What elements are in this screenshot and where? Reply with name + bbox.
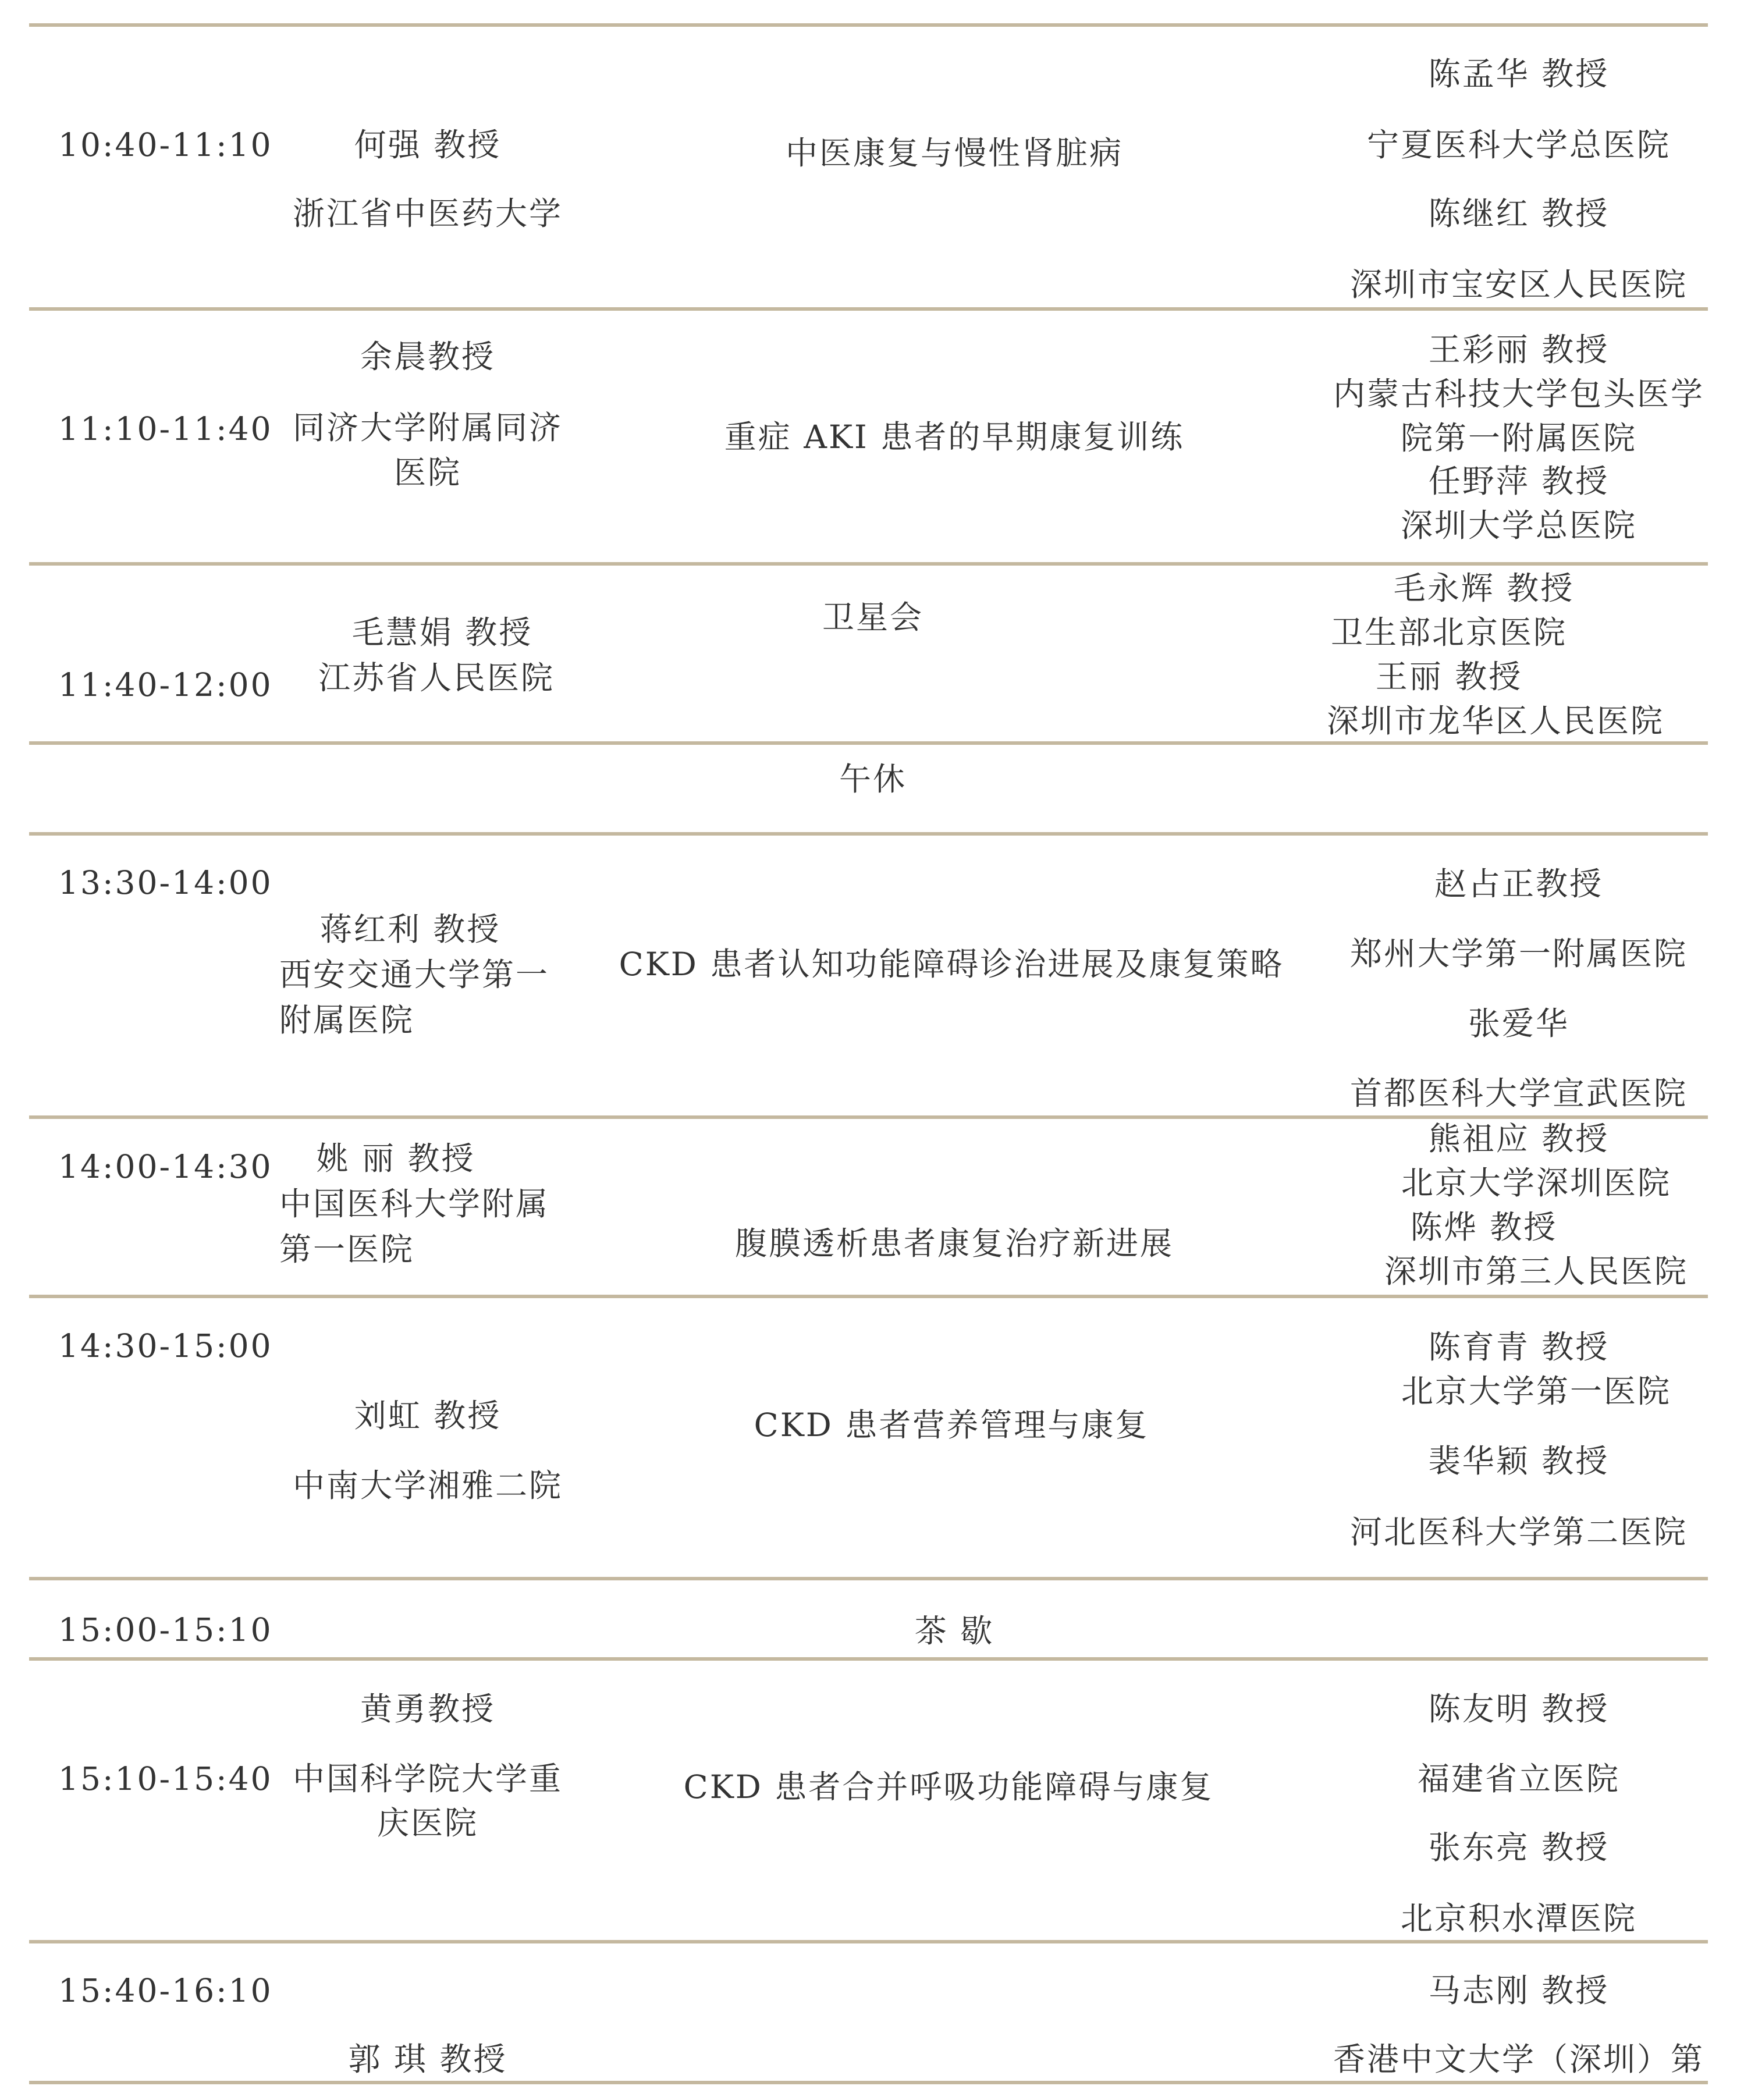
rule-2 xyxy=(29,562,1708,566)
time-cell: 13:30-14:00 xyxy=(58,864,273,901)
chair-line: 首都医科大学宣武医院 xyxy=(1349,1075,1688,1112)
topic-cell: CKD 患者营养管理与康复 xyxy=(754,1406,1149,1444)
time-cell: 11:40-12:00 xyxy=(58,666,273,703)
topic-cell: 卫星会 xyxy=(822,599,924,636)
speaker-affiliation: 西安交通大学第一 xyxy=(279,956,550,993)
chair-line: 任野萍 教授 xyxy=(1428,463,1610,500)
topic-cell: CKD 患者认知功能障碍诊治进展及康复策略 xyxy=(619,946,1284,983)
speaker-affiliation: 江苏省人民医院 xyxy=(318,659,555,697)
chair-line: 郑州大学第一附属医院 xyxy=(1349,935,1688,972)
chair-line: 张东亮 教授 xyxy=(1428,1829,1610,1866)
speaker-name: 何强 教授 xyxy=(354,126,502,164)
time-cell: 15:10-15:40 xyxy=(58,1760,273,1797)
speaker-affiliation: 浙江省中医药大学 xyxy=(292,195,563,232)
speaker-affiliation: 中国医科大学附属 xyxy=(279,1185,550,1223)
rule-6 xyxy=(29,1295,1708,1298)
speaker-affiliation: 第一医院 xyxy=(279,1231,415,1268)
chair-line: 王彩丽 教授 xyxy=(1428,331,1610,368)
chair-line: 深圳市龙华区人民医院 xyxy=(1326,702,1665,740)
chair-line: 张爱华 xyxy=(1468,1005,1570,1042)
rule-1 xyxy=(29,307,1708,311)
chair-line: 卫生部北京医院 xyxy=(1330,614,1568,651)
topic-cell: 腹膜透析患者康复治疗新进展 xyxy=(734,1225,1174,1262)
break-label: 午休 xyxy=(839,761,907,798)
break-label: 茶 歇 xyxy=(914,1612,994,1650)
speaker-name: 郭 琪 教授 xyxy=(348,2041,507,2078)
chair-line: 北京大学深圳医院 xyxy=(1401,1164,1672,1202)
rule-8 xyxy=(29,1657,1708,1661)
time-cell: 14:00-14:30 xyxy=(58,1148,273,1185)
topic-cell: CKD 患者合并呼吸功能障碍与康复 xyxy=(683,1768,1214,1806)
chair-line: 马志刚 教授 xyxy=(1428,1972,1610,2009)
speaker-affiliation: 庆医院 xyxy=(376,1804,479,1842)
chair-line: 香港中文大学（深圳）第 xyxy=(1333,2041,1705,2078)
rule-3 xyxy=(29,741,1708,745)
speaker-affiliation: 同济大学附属同济 xyxy=(292,409,563,446)
time-cell: 10:40-11:10 xyxy=(58,126,273,164)
time-cell: 11:10-11:40 xyxy=(58,410,273,447)
time-cell: 15:00-15:10 xyxy=(58,1611,273,1648)
chair-line: 北京大学第一医院 xyxy=(1401,1373,1672,1410)
chair-line: 宁夏医科大学总医院 xyxy=(1366,126,1671,164)
chair-line: 院第一附属医院 xyxy=(1400,420,1637,457)
speaker-affiliation: 附属医院 xyxy=(279,1001,415,1039)
topic-cell: 重症 AKI 患者的早期康复训练 xyxy=(724,418,1185,456)
speaker-affiliation: 中国科学院大学重 xyxy=(292,1760,563,1797)
speaker-name: 黄勇教授 xyxy=(360,1690,496,1728)
chair-line: 内蒙古科技大学包头医学 xyxy=(1333,375,1705,413)
speaker-affiliation: 医院 xyxy=(393,454,462,491)
chair-line: 北京积水潭医院 xyxy=(1400,1900,1637,1937)
chair-line: 深圳市第三人民医院 xyxy=(1384,1253,1689,1290)
time-cell: 15:40-16:10 xyxy=(58,1972,273,2009)
chair-line: 陈烨 教授 xyxy=(1410,1209,1558,1246)
chair-line: 河北医科大学第二医院 xyxy=(1349,1513,1688,1551)
chair-line: 陈育青 教授 xyxy=(1428,1328,1610,1366)
chair-line: 福建省立医院 xyxy=(1417,1760,1621,1797)
chair-line: 熊祖应 教授 xyxy=(1428,1120,1610,1157)
chair-line: 深圳大学总医院 xyxy=(1400,507,1637,544)
chair-line: 深圳市宝安区人民医院 xyxy=(1349,266,1688,303)
rule-9 xyxy=(29,1940,1708,1943)
chair-line: 陈友明 教授 xyxy=(1428,1690,1610,1728)
chair-line: 王丽 教授 xyxy=(1375,658,1523,695)
speaker-name: 毛慧娟 教授 xyxy=(351,614,533,651)
topic-cell: 中医康复与慢性肾脏病 xyxy=(785,134,1124,172)
speaker-name: 刘虹 教授 xyxy=(354,1397,502,1434)
chair-line: 毛永辉 教授 xyxy=(1393,570,1575,607)
time-cell: 14:30-15:00 xyxy=(58,1327,273,1365)
rule-7 xyxy=(29,1577,1708,1580)
speaker-affiliation: 中南大学湘雅二院 xyxy=(292,1467,563,1504)
chair-line: 陈继红 教授 xyxy=(1428,195,1610,232)
chair-line: 陈孟华 教授 xyxy=(1428,55,1610,93)
speaker-name: 蒋红利 教授 xyxy=(319,911,501,948)
rule-5 xyxy=(29,1115,1708,1119)
rule-4 xyxy=(29,832,1708,836)
speaker-name: 姚 丽 教授 xyxy=(316,1140,475,1177)
chair-line: 裴华颖 教授 xyxy=(1428,1442,1610,1480)
rule-top xyxy=(29,23,1708,27)
chair-line: 赵占正教授 xyxy=(1434,865,1604,902)
rule-bottom xyxy=(29,2081,1708,2084)
speaker-name: 余晨教授 xyxy=(360,338,496,375)
